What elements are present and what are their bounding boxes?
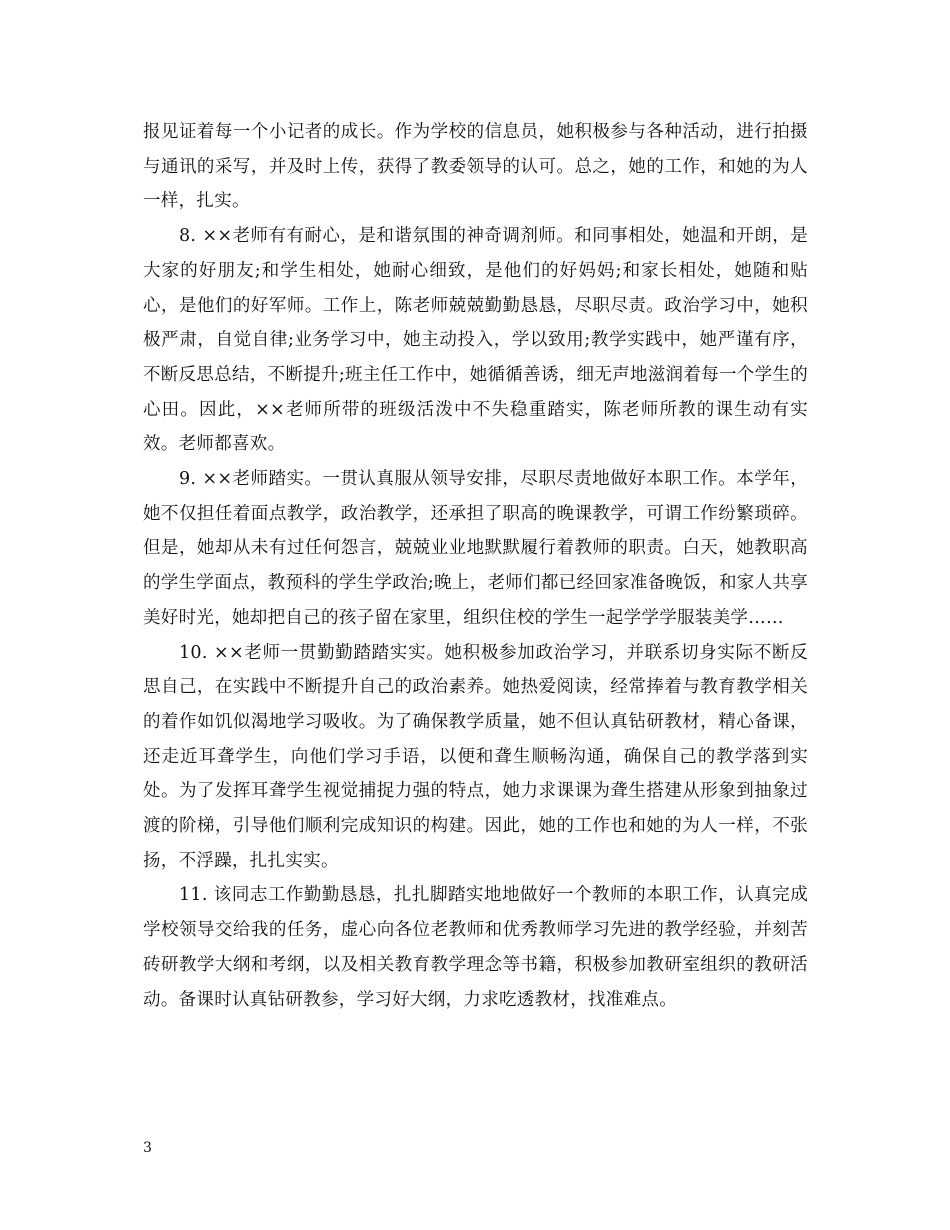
paragraph-item-9: 9. ××老师踏实。一贯认真服从领导安排，尽职尽责地做好本职工作。本学年，她不仅担任着面点教学，政治教学，还承担了职高的晚课教学，可谓工作纷繁琐碎。但是，她却从未有过任何怨言，兢兢业业地默默履行着教师的职责。白天，她教职高的学生学面点，教预科的学生学政治;晚上，老师们都已经回家准备晚饭，和家人共享美好时光，她却把自己的孩子留在家里，组织住校的学生一起学学学服装美学…… — [143, 469, 808, 628]
page-number: 3 — [143, 1140, 152, 1156]
paragraph-item-10: 10. ××老师一贯勤勤踏踏实实。她积极参加政治学习，并联系切身实际不断反思自己，在实践中不断提升自己的政治素养。她热爱阅读，经常捧着与教育教学相关的着作如饥似渴地学习吸收。为了确保教学质量，她不但认真钻研教材，精心备课，还走近耳聋学生，向他们学习手语，以便和聋生顺畅沟通，确保自己的教学落到实处。为了发挥耳聋学生视觉捕捉力强的特点，她力求课课为聋生搭建从形象到抽象过渡的阶梯，引导他们顺利完成知识的构建。因此，她的工作也和她的为人一样，不张扬，不浮躁，扎扎实实。 — [143, 642, 808, 871]
paragraph-continuation: 报见证着每一个小记者的成长。作为学校的信息员，她积极参与各种活动，进行拍摄与通讯的采写，并及时上传，获得了教委领导的认可。总之，她的工作，和她的为人一样，扎实。 — [143, 122, 808, 212]
paragraph-item-11: 11. 该同志工作勤勤恳恳，扎扎脚踏实地地做好一个教师的本职工作，认真完成学校领导交给我的任务，虚心向各位老教师和优秀教师学习先进的教学经验，并刻苦砖研教学大纲和考纲，以及相关教育教学理念等书籍，积极参加教研室组织的教研活动。备课时认真钻研教参，学习好大纲，力求吃透教材，找准难点。 — [143, 885, 808, 1010]
paragraph-item-8: 8. ××老师有有耐心，是和谐氛围的神奇调剂师。和同事相处，她温和开朗，是大家的好朋友;和学生相处，她耐心细致，是他们的好妈妈;和家长相处，她随和贴心，是他们的好军师。工作上，陈老师兢兢勤勤恳恳，尽职尽责。政治学习中，她积极严肃，自觉自律;业务学习中，她主动投入，学以致用;教学实践中，她严谨有序，不断反思总结，不断提升;班主任工作中，她循循善诱，细无声地滋润着每一个学生的心田。因此，××老师所带的班级活泼中不失稳重踏实，陈老师所教的课生动有实效。老师都喜欢。 — [143, 226, 808, 455]
document-body — [143, 115, 808, 1017]
